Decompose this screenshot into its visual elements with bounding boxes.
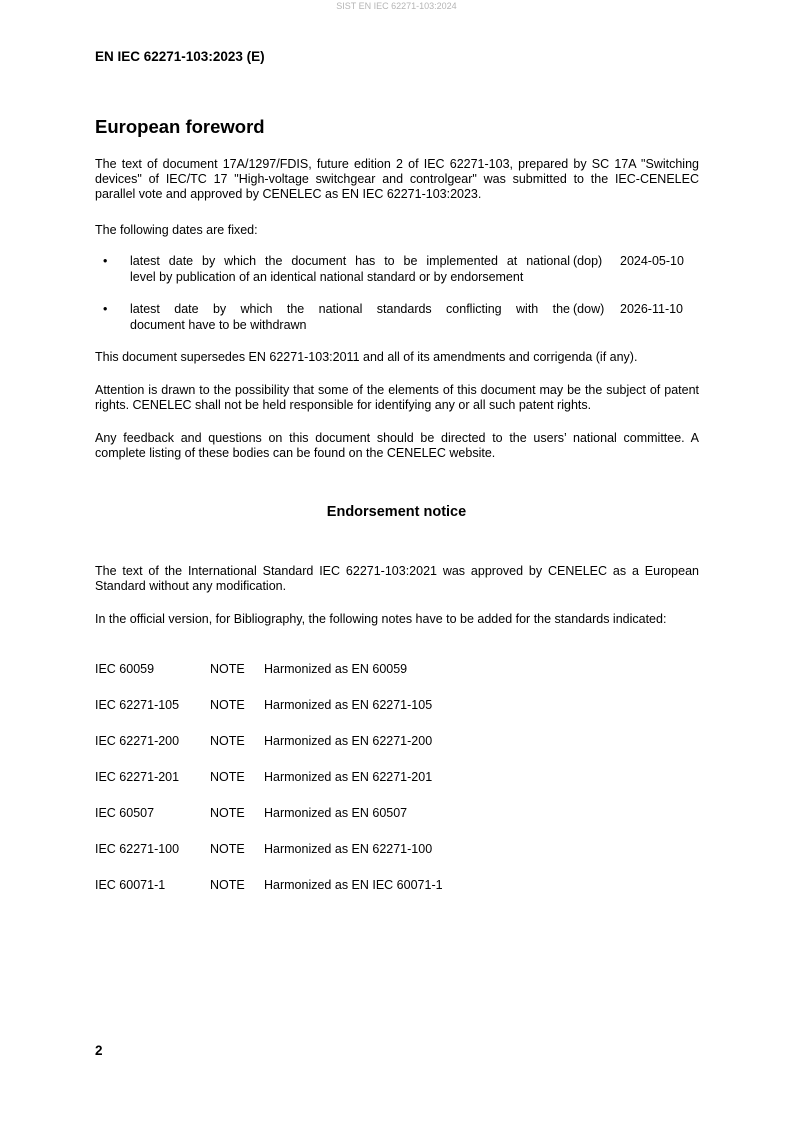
note-label: NOTE	[210, 770, 245, 784]
note-text: Harmonized as EN 62271-100	[264, 842, 433, 856]
note-text: Harmonized as EN 62271-105	[264, 698, 433, 712]
note-label: NOTE	[210, 806, 245, 820]
page-number: 2	[95, 1043, 103, 1058]
note-label: NOTE	[210, 878, 245, 892]
document-id-header: EN IEC 62271-103:2023 (E)	[95, 49, 265, 64]
endorsement-paragraph: The text of the International Standard IEC 62271-103:2021 was approved by CENELEC as a European Standard without any modification.	[95, 564, 699, 593]
note-row	[95, 877, 699, 893]
dates-intro-paragraph: The following dates are fixed:	[95, 223, 258, 237]
note-standard: IEC 62271-200	[95, 734, 180, 748]
note-row	[95, 733, 699, 749]
feedback-paragraph: Any feedback and questions on this document should be directed to the users’ national committee. A complete listing of these bodies can be found on the CENELEC website.	[95, 431, 699, 460]
endorsement-heading: Endorsement notice	[326, 504, 467, 520]
note-standard: IEC 60507	[95, 806, 155, 820]
note-row	[95, 805, 699, 821]
note-label: NOTE	[210, 842, 245, 856]
note-row	[95, 769, 699, 785]
date-item-date: 2026-11-10	[620, 302, 684, 316]
supersedes-paragraph: This document supersedes EN 62271-103:2011 and all of its amendments and corrigenda (if any).	[95, 350, 638, 364]
watermark: SIST EN IEC 62271-103:2024	[336, 1, 457, 11]
note-text: Harmonized as EN 60507	[264, 806, 408, 820]
note-text: Harmonized as EN 62271-200	[264, 734, 433, 748]
note-label: NOTE	[210, 698, 245, 712]
date-item-date: 2024-05-10	[620, 254, 684, 268]
bullet-marker: •	[103, 254, 108, 268]
note-row	[95, 697, 699, 713]
note-text: Harmonized as EN 60059	[264, 662, 408, 676]
bibliography-intro-paragraph: In the official version, for Bibliography, the following notes have to be added for the standards indicated:	[95, 612, 667, 626]
date-item-description-line2: level by publication of an identical national standard or by endorsement	[130, 270, 524, 284]
note-row	[95, 661, 699, 677]
note-standard: IEC 60059	[95, 662, 155, 676]
note-standard: IEC 62271-201	[95, 770, 180, 784]
patent-paragraph: Attention is drawn to the possibility that some of the elements of this document may be the subject of patent rights. CENELEC shall not be held responsible for identifying any or all such patent rights.	[95, 383, 699, 412]
date-item-code: (dow)	[573, 302, 605, 316]
note-standard: IEC 62271-105	[95, 698, 180, 712]
note-text: Harmonized as EN 62271-201	[264, 770, 433, 784]
foreword-heading: European foreword	[95, 116, 265, 137]
date-item-code: (dop)	[573, 254, 603, 268]
date-item-description-line1: latest date by which the national standards conflicting with the	[130, 302, 570, 316]
bullet-marker: •	[103, 302, 108, 316]
date-item-description-line1: latest date by which the document has to be implemented at national	[130, 254, 570, 268]
note-label: NOTE	[210, 734, 245, 748]
note-row	[95, 841, 699, 857]
note-standard: IEC 62271-100	[95, 842, 180, 856]
note-label: NOTE	[210, 662, 245, 676]
note-standard: IEC 60071-1	[95, 878, 166, 892]
note-text: Harmonized as EN IEC 60071-1	[264, 878, 443, 892]
foreword-intro-paragraph: The text of document 17A/1297/FDIS, future edition 2 of IEC 62271-103, prepared by SC 17A "Switching devices" of IEC/TC 17 "High-voltage switchgear and controlgear" was submitted to the IEC-CENELEC parallel vote and approved by CENELEC as EN IEC 62271-103:2023.	[95, 157, 699, 201]
date-item-description-line2: document have to be withdrawn	[130, 318, 307, 332]
